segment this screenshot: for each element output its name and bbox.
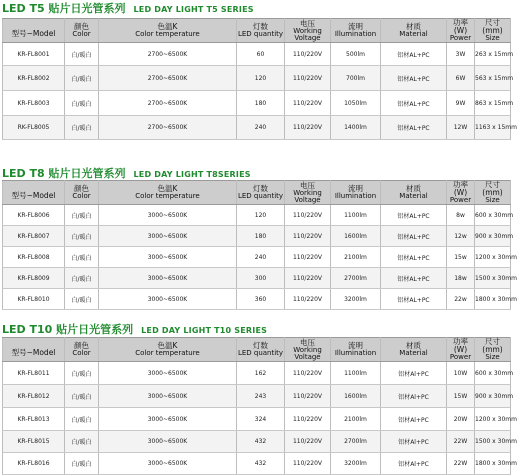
- color-temperature-cell: 2700~6500K: [99, 66, 237, 91]
- header-label-zh: 尺寸(mm): [482, 337, 503, 354]
- header-label-zh: 灯数: [253, 341, 268, 350]
- power-cell: 18w: [447, 268, 475, 289]
- table-header-row: [3, 19, 511, 43]
- power-cell: 22W: [447, 431, 475, 453]
- led-quantity-cell: 60: [237, 43, 285, 66]
- header-color: [65, 181, 99, 205]
- table-row: [3, 268, 511, 289]
- header-label-zh: 功率(W): [453, 18, 468, 35]
- header-label-en: Color: [72, 349, 91, 357]
- header-label-en: Size: [485, 196, 500, 204]
- color-temperature-cell: 2700~6500K: [99, 116, 237, 140]
- section-title-t8: [2, 167, 251, 181]
- header-label-zh: 电压: [300, 18, 315, 28]
- header-label-en: Material: [399, 192, 428, 200]
- table-row: [3, 91, 511, 116]
- illumination-cell: 2100lm: [331, 408, 381, 431]
- header-label-en: Color temperature: [135, 30, 200, 38]
- header-label-en: Material: [399, 349, 428, 357]
- header-model: [3, 338, 65, 362]
- section-title-en: LED DAY LIGHT T5 SERIES: [133, 5, 254, 14]
- illumination-cell: 500lm: [331, 43, 381, 66]
- table-row: [3, 408, 511, 431]
- header-label-en: Size: [485, 353, 500, 361]
- header-voltage: [285, 19, 331, 43]
- header-label-en: Power: [449, 353, 472, 361]
- power-cell: 15W: [447, 385, 475, 408]
- table-row: [3, 431, 511, 453]
- material-cell: 铝材AL+PC: [381, 226, 447, 247]
- header-label-en: Color temperature: [135, 192, 200, 200]
- led-quantity-cell: 120: [237, 205, 285, 226]
- table-row: [3, 385, 511, 408]
- voltage-cell: 110/220V: [285, 268, 331, 289]
- header-label-en: Illumination: [334, 349, 377, 357]
- section-title-t5: [2, 2, 254, 16]
- size-cell: 1200 x 30mm: [475, 408, 511, 431]
- power-cell: 3W: [447, 43, 475, 66]
- voltage-cell: 110/220V: [285, 362, 331, 385]
- model-cell: RK-FL8005: [3, 116, 65, 140]
- material-cell: 铝材AL+PC: [381, 289, 447, 310]
- header-size: [475, 19, 511, 43]
- led-quantity-cell: 432: [237, 431, 285, 453]
- led-quantity-cell: 432: [237, 453, 285, 475]
- size-cell: 1200 x 30mm: [475, 247, 511, 268]
- power-cell: 8w: [447, 205, 475, 226]
- voltage-cell: 110/220V: [285, 66, 331, 91]
- color-temperature-cell: 3000~6500K: [99, 362, 237, 385]
- led-quantity-cell: 360: [237, 289, 285, 310]
- led-quantity-cell: 120: [237, 66, 285, 91]
- illumination-cell: 1400lm: [331, 116, 381, 140]
- model-cell: KR-FL8016: [3, 453, 65, 475]
- material-cell: 铝材Al+PC: [381, 408, 447, 431]
- header-label-en: Power: [449, 196, 472, 204]
- header-voltage: [285, 338, 331, 362]
- header-led-quantity: [237, 181, 285, 205]
- table-row: [3, 66, 511, 91]
- color-temperature-cell: 3000~6500K: [99, 453, 237, 475]
- header-label-en: LED quantity: [237, 30, 284, 38]
- model-cell: KR-FL8001: [3, 43, 65, 66]
- header-color-temperature: [99, 19, 237, 43]
- power-cell: 12w: [447, 226, 475, 247]
- header-label-zh: 电压: [300, 180, 315, 190]
- header-power: [447, 19, 475, 43]
- header-illumination: [331, 181, 381, 205]
- color-cell: 白/暖白: [65, 116, 99, 140]
- voltage-cell: 110/220V: [285, 247, 331, 268]
- voltage-cell: 110/220V: [285, 431, 331, 453]
- table-header-row: [3, 181, 511, 205]
- power-cell: 12W: [447, 116, 475, 140]
- header-power: [447, 181, 475, 205]
- voltage-cell: 110/220V: [285, 408, 331, 431]
- color-cell: 白/暖白: [65, 205, 99, 226]
- header-model: [3, 181, 65, 205]
- header-label: 型号~Model: [11, 191, 56, 200]
- header-label-zh: 流明: [348, 184, 363, 193]
- material-cell: 铝材AL+PC: [381, 247, 447, 268]
- header-label-en: Working Voltage: [293, 188, 322, 204]
- color-temperature-cell: 3000~6500K: [99, 226, 237, 247]
- header-label-en: Color: [72, 30, 91, 38]
- material-cell: 铝材Al+PC: [381, 385, 447, 408]
- voltage-cell: 110/220V: [285, 226, 331, 247]
- illumination-cell: 1050lm: [331, 91, 381, 116]
- header-size: [475, 181, 511, 205]
- header-label: 型号~Model: [11, 29, 56, 38]
- header-label-zh: 颜色: [74, 184, 89, 193]
- section-title-zh: LED T10 贴片日光管系列: [2, 323, 134, 336]
- size-cell: 900 x 30mm: [475, 385, 511, 408]
- header-label-zh: 功率(W): [453, 180, 468, 197]
- header-label-zh: 流明: [348, 341, 363, 350]
- model-cell: KR-FL8013: [3, 408, 65, 431]
- header-label-zh: 材质: [406, 341, 421, 350]
- led-quantity-cell: 180: [237, 226, 285, 247]
- size-cell: 900 x 30mm: [475, 226, 511, 247]
- illumination-cell: 2700lm: [331, 268, 381, 289]
- model-cell: KR-FL8010: [3, 289, 65, 310]
- table-row: [3, 43, 511, 66]
- power-cell: 22w: [447, 289, 475, 310]
- header-material: [381, 338, 447, 362]
- size-cell: 1800 x 30mm: [475, 289, 511, 310]
- section-title-en: LED DAY LIGHT T10 SERIES: [141, 326, 268, 335]
- voltage-cell: 110/220V: [285, 116, 331, 140]
- header-label-en: Size: [485, 34, 500, 42]
- model-cell: KR-FL8011: [3, 362, 65, 385]
- color-cell: 白/暖白: [65, 385, 99, 408]
- header-label-en: Working Voltage: [293, 345, 322, 361]
- size-cell: 600 x 30mm: [475, 205, 511, 226]
- header-label-zh: 颜色: [74, 22, 89, 31]
- color-temperature-cell: 3000~6500K: [99, 408, 237, 431]
- color-cell: 白/暖白: [65, 268, 99, 289]
- header-material: [381, 181, 447, 205]
- illumination-cell: 2700lm: [331, 431, 381, 453]
- header-label-zh: 色温K: [157, 341, 178, 350]
- header-label-en: Color: [72, 192, 91, 200]
- power-cell: 22W: [447, 453, 475, 475]
- led-quantity-cell: 180: [237, 91, 285, 116]
- table-header-row: [3, 338, 511, 362]
- section-title-en: LED DAY LIGHT T8SERIES: [133, 170, 251, 179]
- color-temperature-cell: 3000~6500K: [99, 205, 237, 226]
- header-color-temperature: [99, 338, 237, 362]
- header-label-en: Working Voltage: [293, 26, 322, 42]
- led-quantity-cell: 324: [237, 408, 285, 431]
- header-label-zh: 电压: [300, 337, 315, 347]
- header-label-zh: 色温K: [157, 22, 178, 31]
- header-color-temperature: [99, 181, 237, 205]
- material-cell: 铝材Al+PC: [381, 431, 447, 453]
- material-cell: 铝材AL+PC: [381, 91, 447, 116]
- header-label-zh: 尺寸(mm): [482, 18, 503, 35]
- header-label-zh: 材质: [406, 184, 421, 193]
- model-cell: KR-FL8006: [3, 205, 65, 226]
- color-cell: 白/暖白: [65, 66, 99, 91]
- color-cell: 白/暖白: [65, 362, 99, 385]
- led-quantity-cell: 162: [237, 362, 285, 385]
- color-temperature-cell: 3000~6500K: [99, 247, 237, 268]
- illumination-cell: 1600lm: [331, 226, 381, 247]
- model-cell: KR-FL8002: [3, 66, 65, 91]
- illumination-cell: 3200lm: [331, 453, 381, 475]
- illumination-cell: 700lm: [331, 66, 381, 91]
- color-cell: 白/暖白: [65, 226, 99, 247]
- material-cell: 铝材AL+PC: [381, 268, 447, 289]
- model-cell: KR-FL8003: [3, 91, 65, 116]
- size-cell: 863 x 15mm: [475, 91, 511, 116]
- color-temperature-cell: 2700~6500K: [99, 43, 237, 66]
- size-cell: 600 x 30mm: [475, 362, 511, 385]
- color-temperature-cell: 2700~6500K: [99, 91, 237, 116]
- material-cell: 铝材Al+PC: [381, 453, 447, 475]
- header-label: 型号~Model: [11, 348, 56, 357]
- header-label-en: Illumination: [334, 192, 377, 200]
- spec-table-t8: [2, 180, 517, 310]
- table-row: [3, 247, 511, 268]
- color-temperature-cell: 3000~6500K: [99, 289, 237, 310]
- header-power: [447, 338, 475, 362]
- color-cell: 白/暖白: [65, 91, 99, 116]
- led-quantity-cell: 240: [237, 247, 285, 268]
- header-label-en: Power: [449, 34, 472, 42]
- illumination-cell: 1600lm: [331, 385, 381, 408]
- table-row: [3, 289, 511, 310]
- illumination-cell: 1100lm: [331, 205, 381, 226]
- color-cell: 白/暖白: [65, 247, 99, 268]
- header-label-en: LED quantity: [237, 349, 284, 357]
- color-temperature-cell: 3000~6500K: [99, 431, 237, 453]
- size-cell: 1800 x 30mm: [475, 453, 511, 475]
- voltage-cell: 110/220V: [285, 385, 331, 408]
- header-label-zh: 色温K: [157, 184, 178, 193]
- size-cell: 1500 x 30mm: [475, 431, 511, 453]
- table-row: [3, 453, 511, 475]
- model-cell: KR-FL8008: [3, 247, 65, 268]
- header-label-zh: 流明: [348, 22, 363, 31]
- header-illumination: [331, 338, 381, 362]
- color-cell: 白/暖白: [65, 289, 99, 310]
- header-label-en: Color temperature: [135, 349, 200, 357]
- header-label-zh: 灯数: [253, 184, 268, 193]
- section-title-zh: LED T8 贴片日光管系列: [2, 167, 126, 180]
- material-cell: 铝材AL+PC: [381, 66, 447, 91]
- header-label-en: Illumination: [334, 30, 377, 38]
- power-cell: 20W: [447, 408, 475, 431]
- power-cell: 10W: [447, 362, 475, 385]
- header-model: [3, 19, 65, 43]
- model-cell: KR-FL8012: [3, 385, 65, 408]
- color-cell: 白/暖白: [65, 408, 99, 431]
- header-label-en: Material: [399, 30, 428, 38]
- header-led-quantity: [237, 19, 285, 43]
- led-quantity-cell: 300: [237, 268, 285, 289]
- section-title-zh: LED T5 贴片日光管系列: [2, 2, 126, 15]
- color-cell: 白/暖白: [65, 43, 99, 66]
- header-material: [381, 19, 447, 43]
- material-cell: 铝材AL+PC: [381, 116, 447, 140]
- header-voltage: [285, 181, 331, 205]
- power-cell: 6W: [447, 66, 475, 91]
- header-label-zh: 颜色: [74, 341, 89, 350]
- voltage-cell: 110/220V: [285, 91, 331, 116]
- header-led-quantity: [237, 338, 285, 362]
- voltage-cell: 110/220V: [285, 453, 331, 475]
- material-cell: 铝材Al+PC: [381, 362, 447, 385]
- size-cell: 1163 x 15mm: [475, 116, 511, 140]
- power-cell: 15w: [447, 247, 475, 268]
- color-temperature-cell: 3000~6500K: [99, 268, 237, 289]
- color-cell: 白/暖白: [65, 453, 99, 475]
- color-cell: 白/暖白: [65, 431, 99, 453]
- header-label-en: LED quantity: [237, 192, 284, 200]
- voltage-cell: 110/220V: [285, 289, 331, 310]
- header-label-zh: 材质: [406, 22, 421, 31]
- header-label-zh: 功率(W): [453, 337, 468, 354]
- led-quantity-cell: 243: [237, 385, 285, 408]
- size-cell: 563 x 15mm: [475, 66, 511, 91]
- illumination-cell: 2100lm: [331, 247, 381, 268]
- model-cell: KR-FL8015: [3, 431, 65, 453]
- table-row: [3, 362, 511, 385]
- size-cell: 1500 x 30mm: [475, 268, 511, 289]
- header-size: [475, 338, 511, 362]
- header-color: [65, 338, 99, 362]
- illumination-cell: 3200lm: [331, 289, 381, 310]
- material-cell: 铝材AL+PC: [381, 43, 447, 66]
- table-row: [3, 226, 511, 247]
- spec-table-t5: [2, 18, 517, 140]
- voltage-cell: 110/220V: [285, 43, 331, 66]
- spec-table-t10: [2, 337, 517, 475]
- table-row: [3, 205, 511, 226]
- voltage-cell: 110/220V: [285, 205, 331, 226]
- illumination-cell: 1100lm: [331, 362, 381, 385]
- size-cell: 263 x 15mm: [475, 43, 511, 66]
- header-label-zh: 尺寸(mm): [482, 180, 503, 197]
- section-title-t10: [2, 323, 267, 337]
- led-quantity-cell: 240: [237, 116, 285, 140]
- model-cell: KR-FL8007: [3, 226, 65, 247]
- header-illumination: [331, 19, 381, 43]
- model-cell: KR-FL8009: [3, 268, 65, 289]
- color-temperature-cell: 3000~6500K: [99, 385, 237, 408]
- header-label-zh: 灯数: [253, 22, 268, 31]
- material-cell: 铝材AL+PC: [381, 205, 447, 226]
- table-row: [3, 116, 511, 140]
- power-cell: 9W: [447, 91, 475, 116]
- header-color: [65, 19, 99, 43]
